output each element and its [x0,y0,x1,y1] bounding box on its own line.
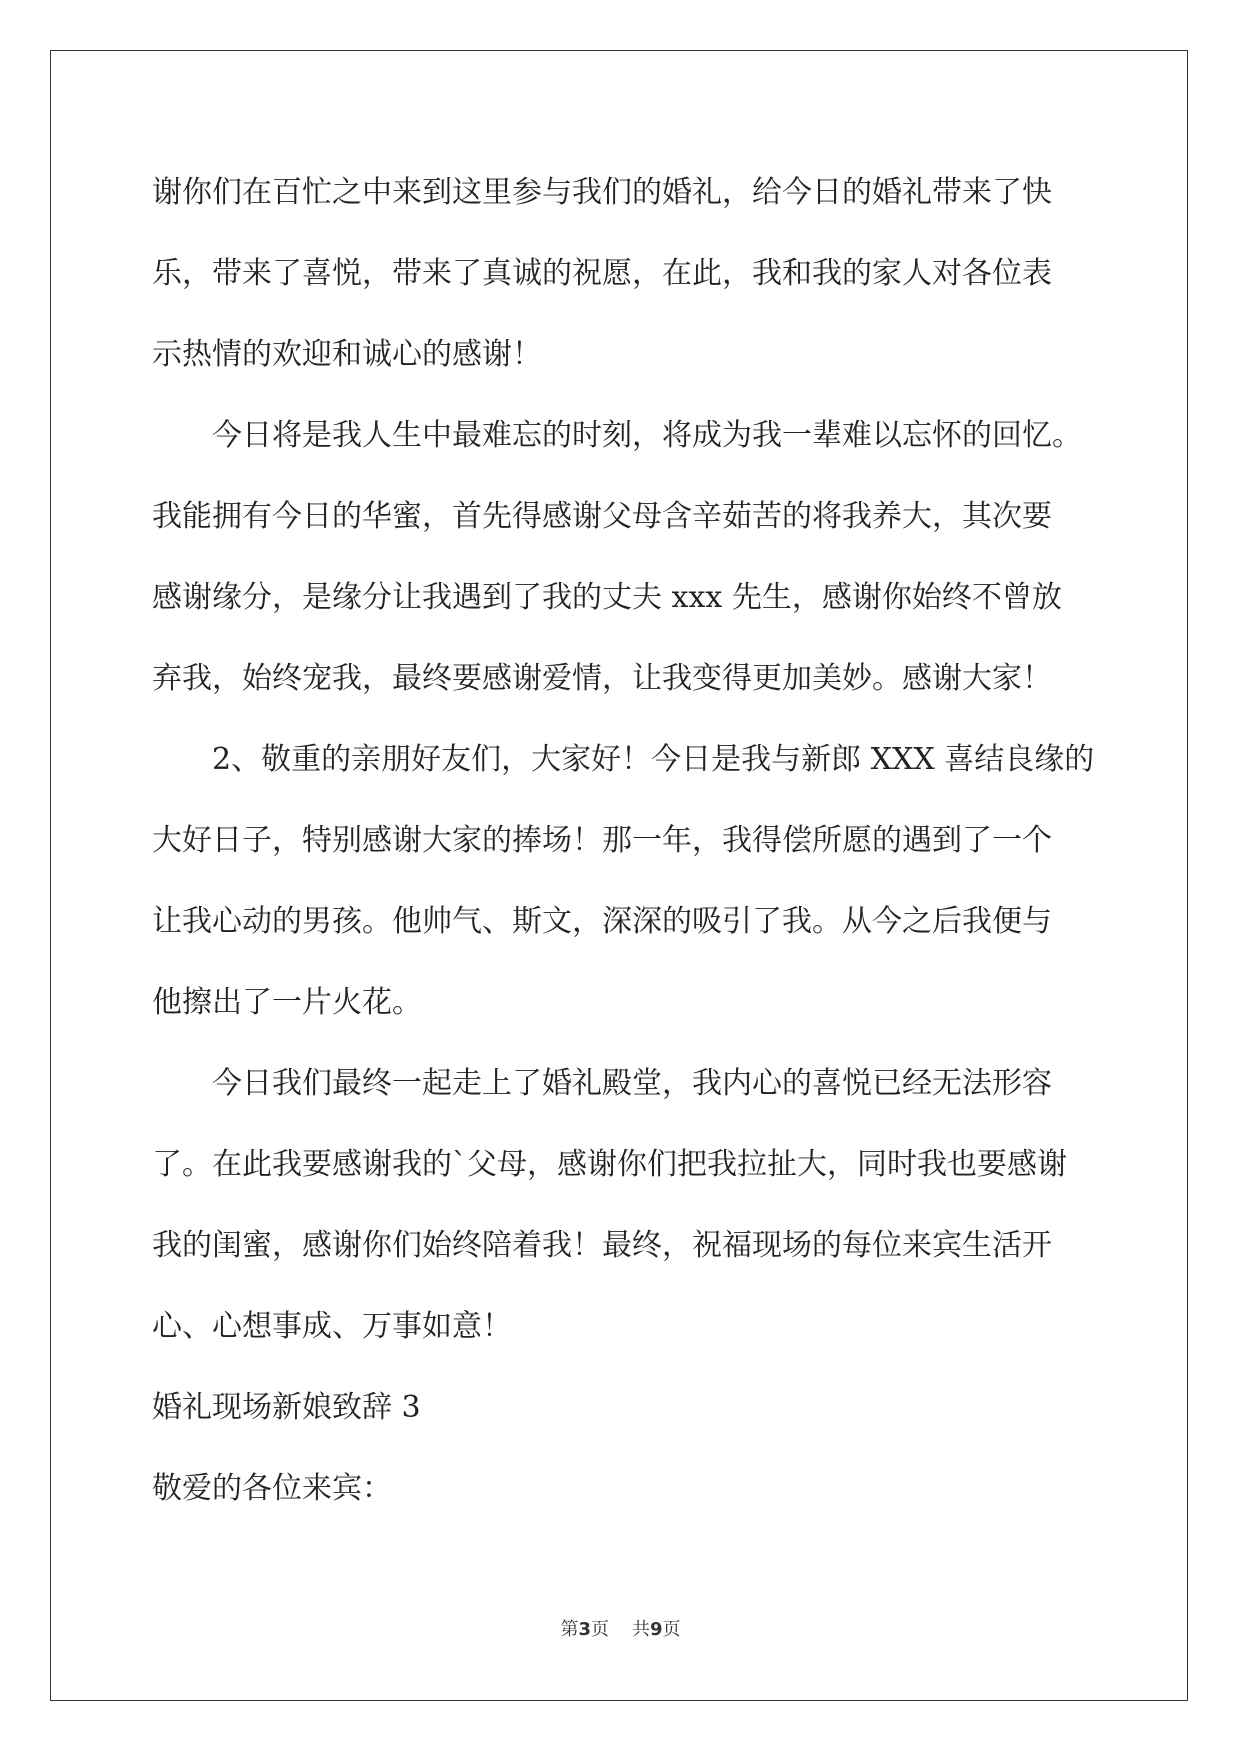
text-line: 弃我，始终宠我，最终要感谢爱情，让我变得更加美妙。感谢大家！ [152,661,1052,696]
page-number: 3 [578,1619,592,1640]
total-pages: 9 [649,1619,663,1640]
text-line: 2、敬重的亲朋好友们，大家好！今日是我与新郎 XXX 喜结良缘的 [212,742,1095,777]
text-line: 乐，带来了喜悦，带来了真诚的祝愿，在此，我和我的家人对各位表 [152,256,1052,291]
text-line: 让我心动的男孩。他帅气、斯文，深深的吸引了我。从今之后我便与 [152,904,1052,939]
total-prefix: 共 [631,1619,650,1640]
text-line: 了。在此我要感谢我的`父母，感谢你们把我拉扯大，同时我也要感谢 [152,1147,1067,1182]
page-suffix: 页 [591,1619,610,1640]
text-line: 感谢缘分，是缘分让我遇到了我的丈夫 xxx 先生，感谢你始终不曾放 [152,580,1062,615]
text-line: 示热情的欢迎和诚心的感谢！ [152,337,542,372]
page-prefix: 第 [560,1619,579,1640]
total-suffix: 页 [662,1619,681,1640]
page-footer [0,1615,1241,1641]
text-line: 今日我们最终一起走上了婚礼殿堂，我内心的喜悦已经无法形容 [212,1066,1052,1101]
document-body [152,152,1097,1529]
section-heading: 婚礼现场新娘致辞 3 [152,1390,421,1425]
text-line: 我的闺蜜，感谢你们始终陪着我！最终，祝福现场的每位来宾生活开 [152,1228,1052,1263]
text-line: 大好日子，特别感谢大家的捧场！那一年，我得偿所愿的遇到了一个 [152,823,1052,858]
text-line: 今日将是我人生中最难忘的时刻，将成为我一辈难以忘怀的回忆。 [212,418,1082,453]
text-line: 心、心想事成、万事如意！ [152,1309,512,1344]
text-line: 谢你们在百忙之中来到这里参与我们的婚礼，给今日的婚礼带来了快 [152,175,1052,210]
text-line: 我能拥有今日的华蜜，首先得感谢父母含辛茹苦的将我养大，其次要 [152,499,1052,534]
text-line: 他擦出了一片火花。 [152,985,422,1020]
salutation: 敬爱的各位来宾： [152,1471,392,1506]
